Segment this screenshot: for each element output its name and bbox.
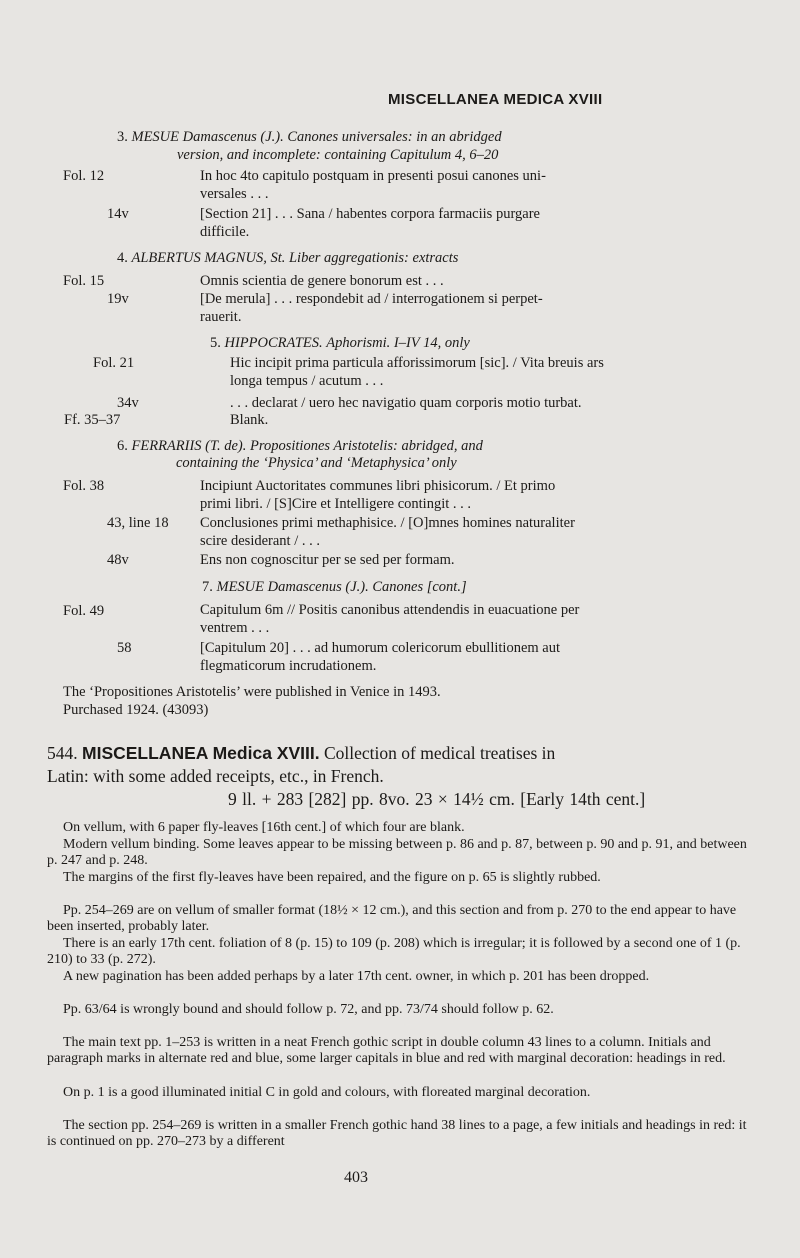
item-5-heading [210,334,470,352]
desc-para-8: The main text pp. 1–253 is written in a neat French gothic script in double column 43 lines to a column. Initials and paragraph marks in alternate red and blue, some larger capitals in blue and red with marginal decoration: headings in red. [47,1035,726,1066]
item-3-number: 3. [117,129,128,145]
item-6-text-2-cont: scire desiderant / . . . [200,533,320,549]
desc-para-7: Pp. 63/64 is wrongly bound and should follow p. 72, and pp. 73/74 should follow p. 62. [63,1002,554,1017]
item-4-author: ALBERTUS MAGNUS, St. [131,250,286,266]
item-4-heading [117,249,458,267]
entry-544-number: 544. [47,743,78,763]
desc-para-1: On vellum, with 6 paper fly-leaves [16th cent.] of which four are blank. [63,820,465,835]
desc-para-2: Modern vellum binding. Some leaves appear to be missing between p. 86 and p. 87, between p. 90 and p. 91, and between p. 247 and p. 248. [47,837,747,868]
item-6-ref-1: Fol. 38 [63,478,105,494]
item-7-author: MESUE Damascenus (J.). [216,579,369,595]
item-5-ref-2: 34v [117,395,139,411]
item-5-text-1-cont: longa tempus / acutum . . . [230,373,384,389]
item-5-text-1: Hic incipit prima particula afforissimorum [sic]. / Vita breuis ars [230,355,604,371]
item-5-text-2: . . . declarat / uero hec navigatio quam corporis motio turbat. [230,395,582,411]
item-3-text-1-cont: versales . . . [200,186,269,202]
item-3-text-1: In hoc 4to capitulo postquam in presenti posui canones uni- [200,168,546,184]
desc-para-6: A new pagination has been added perhaps by a later 17th cent. owner, in which p. 201 has been dropped. [63,969,650,984]
item-7-title: Canones [cont.] [372,579,467,595]
item-5-title: Aphorismi. I–IV 14, only [326,335,470,351]
item-6-ref-2: 43, line 18 [107,515,169,531]
publication-note: The ‘Propositiones Aristotelis’ were published in Venice in 1493. [63,684,441,700]
entry-544-heading [47,743,555,764]
desc-para-3: The margins of the first fly-leaves have been repaired, and the figure on p. 65 is slightly rubbed. [63,870,601,885]
item-5-author: HIPPOCRATES. [224,335,323,351]
item-4-text-1: Omnis scientia de genere bonorum est . . . [200,273,444,289]
item-3-ref-2: 14v [107,206,129,222]
item-4-text-2: [De merula] . . . respondebit ad / interrogationem si perpet- [200,291,543,307]
item-3-ref-1: Fol. 12 [63,168,105,184]
item-6-heading [117,437,483,455]
item-6-text-3: Ens non cognoscitur per se sed per formam. [200,552,455,568]
item-4-number: 4. [117,250,128,266]
item-4-text-2-cont: rauerit. [200,309,242,325]
item-4-title: Liber aggregationis: extracts [288,250,459,266]
item-4-ref-1: Fol. 15 [63,273,105,289]
item-3-heading [117,128,502,146]
desc-para-10: The section pp. 254–269 is written in a smaller French gothic hand 38 lines to a page, a few initials and headings in red: it is continued on pp. 270–273 by a different [47,1118,747,1149]
item-7-number: 7. [202,579,213,595]
entry-544-collation: 9 ll. + 283 [282] pp. 8vo. 23 × 14½ cm. [Early 14th cent.] [228,789,646,809]
desc-para-9: On p. 1 is a good illuminated initial C in gold and colours, with floreated marginal decoration. [63,1085,591,1100]
item-7-ref-1: Fol. 49 [63,603,105,619]
item-6-ref-3: 48v [107,552,129,568]
item-6-title-cont: containing the ‘Physica’ and ‘Metaphysica’ only [176,455,457,471]
item-6-text-1-cont: primi libri. / [S]Cire et Intelligere contingit . . . [200,496,472,512]
item-5-ref-1: Fol. 21 [93,355,135,371]
item-6-text-1: Incipiunt Auctoritates communes libri phisicorum. / Et primo [200,478,556,494]
item-3-title-cont: version, and incomplete: containing Capitulum 4, 6–20 [177,147,499,163]
item-4-ref-2: 19v [107,291,129,307]
entry-544-description-cont: Latin: with some added receipts, etc., in French. [47,766,384,786]
item-5-ref-3: Ff. 35–37 [64,412,121,428]
item-6-author: FERRARIIS (T. de). [131,438,247,454]
item-7-heading [202,578,467,596]
item-6-title: Propositiones Aristotelis: abridged, and [250,438,483,454]
desc-para-4: Pp. 254–269 are on vellum of smaller format (18½ × 12 cm.), and this section and from p. 270 to the end appear to have been inserted, probably later. [47,903,737,934]
item-5-text-3: Blank. [230,412,269,428]
item-3-author: MESUE Damascenus (J.). [131,129,284,145]
item-6-text-2: Conclusiones primi methaphisice. / [O]mnes homines naturaliter [200,515,575,531]
entry-544-description: Collection of medical treatises in [323,743,556,763]
item-7-ref-2: 58 [117,640,132,656]
desc-para-5: There is an early 17th cent. foliation of 8 (p. 15) to 109 (p. 208) which is irregular; it is followed by a second one of 1 (p. 210) to 33 (p. 272). [47,936,741,967]
item-3-text-2: [Section 21] . . . Sana / habentes corpora farmaciis purgare [200,206,540,222]
item-3-text-2-cont: difficile. [200,224,250,240]
item-7-text-1: Capitulum 6m // Positis canonibus attendendis in euacuatione per [200,602,580,618]
item-7-text-2: [Capitulum 20] . . . ad humorum colericorum ebullitionem aut [200,640,561,656]
running-head: MISCELLANEA MEDICA XVIII [388,91,603,108]
page-number: 403 [344,1169,368,1186]
entry-544-title: MISCELLANEA Medica XVIII. [82,743,320,763]
item-3-title: Canones universales: in an abridged [287,129,502,145]
purchase-note: Purchased 1924. (43093) [63,702,209,718]
item-5-number: 5. [210,335,221,351]
item-7-text-1-cont: ventrem . . . [200,620,270,636]
item-6-number: 6. [117,438,128,454]
item-7-text-2-cont: flegmaticorum incrudationem. [200,658,377,674]
